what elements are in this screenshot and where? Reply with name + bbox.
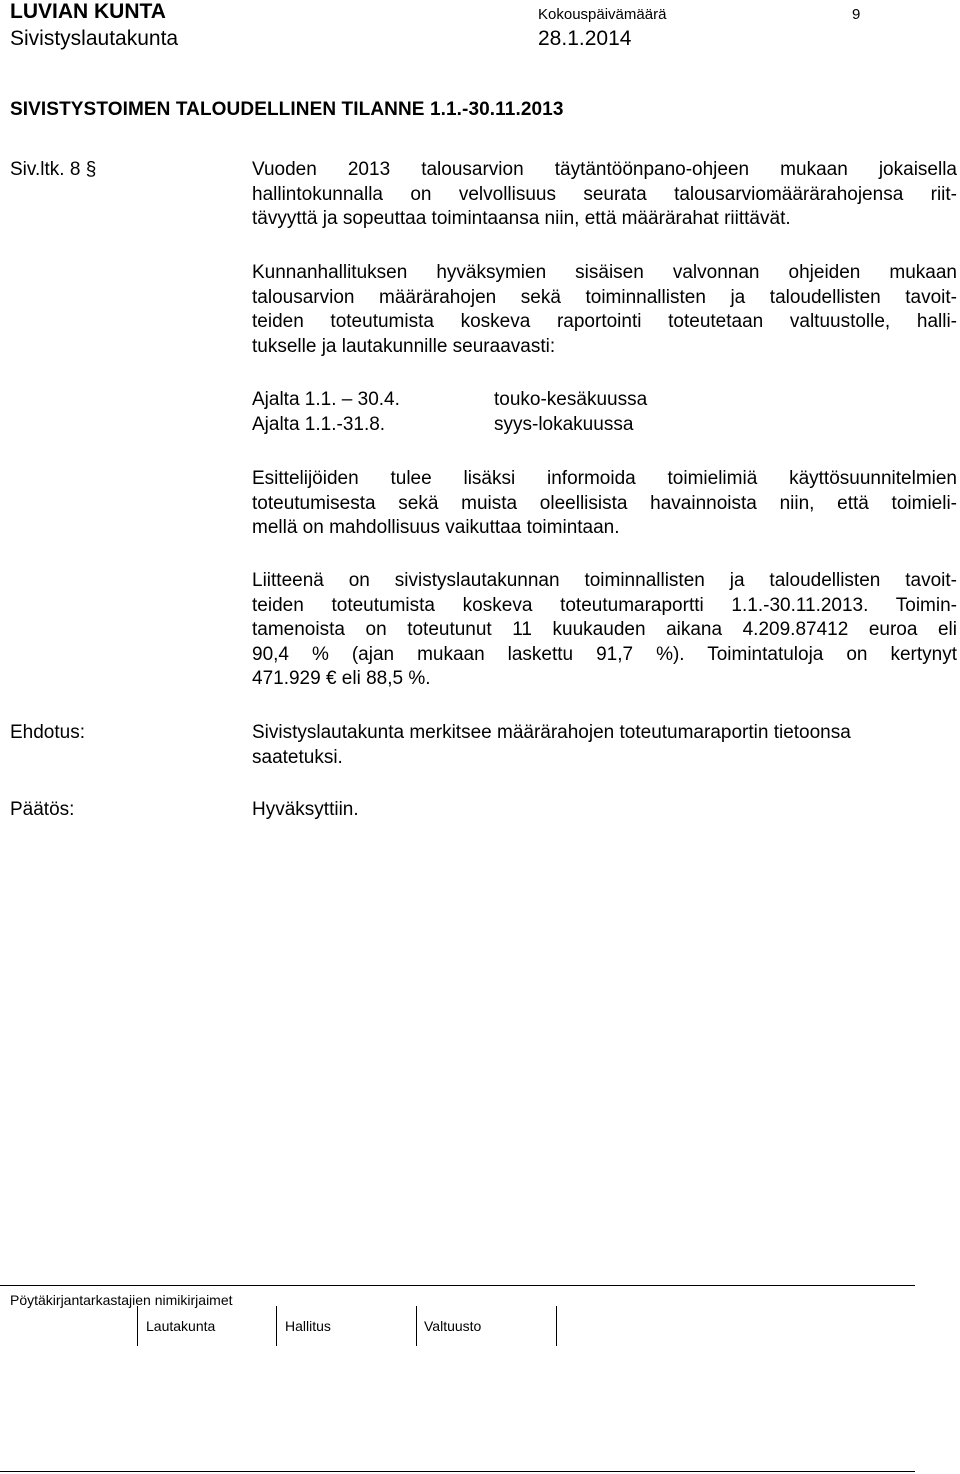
paragraph-line: toteutumisesta sekä muista oleellisista havainnoista niin, että toimieli- (252, 492, 957, 514)
schedule-period-2: Ajalta 1.1.-31.8. (252, 414, 386, 435)
proposal-label: Ehdotus: (10, 722, 85, 743)
paragraph-1 (252, 158, 957, 232)
document-title: SIVISTYSTOIMEN TALOUDELLINEN TILANNE 1.1.-30.11.2013 (10, 99, 564, 120)
footer-bottom-rule (0, 1471, 915, 1472)
page-number: 9 (852, 6, 861, 23)
decision-text: Hyväksyttiin. (252, 799, 359, 820)
paragraph-2 (252, 261, 957, 359)
section-prefix: Siv.ltk. (10, 159, 65, 180)
paragraph-line: tukselle ja lautakunnille seuraavasti: (252, 335, 556, 357)
paragraph-line: 471.929 € eli 88,5 %. (252, 668, 431, 689)
committee-name: Sivistyslautakunta (10, 27, 179, 50)
organization-name: LUVIAN KUNTA (10, 0, 166, 23)
footer-column-valtuusto: Valtuusto (424, 1318, 482, 1334)
footer-column-hallitus: Hallitus (285, 1318, 331, 1334)
section-reference (10, 159, 96, 181)
paragraph-line: teiden toteutumista koskeva raportointi toteutetaan valtuustolle, halli- (252, 311, 957, 332)
paragraph-line: mellä on mahdollisuus vaikuttaa toimintaan. (252, 517, 620, 538)
footer-column-lautakunta: Lautakunta (146, 1318, 216, 1334)
paragraph-4 (252, 569, 957, 692)
meeting-date-label: Kokouspäivämäärä (538, 6, 667, 23)
meeting-date: 28.1.2014 (538, 27, 632, 50)
proposal-line: saatetuksi. (252, 746, 343, 768)
paragraph-line: Liitteenä on sivistyslautakunnan toiminnallisten ja taloudellisten tavoit- (252, 570, 957, 591)
paragraph-line: Esittelijöiden tulee lisäksi informoida toimielimiä käyttösuunnitelmien (252, 468, 957, 489)
schedule-when-2: syys-lokakuussa (494, 414, 634, 435)
decision-label: Päätös: (10, 799, 75, 820)
schedule-when-1: touko-kesäkuussa (494, 389, 648, 410)
paragraph-line: hallintokunnalla on velvollisuus seurata talousarviomäärärahojensa riit- (252, 183, 957, 205)
paragraph-line: teiden toteutumista koskeva toteutumaraportti 1.1.-30.11.2013. Toimin- (252, 594, 957, 616)
footer-divider (137, 1306, 138, 1346)
proposal-text (252, 721, 957, 770)
paragraph-line: 90,4 % (ajan mukaan laskettu 91,7 %). Toimintatuloja on kertynyt (252, 643, 957, 665)
paragraph-line: tamenoista on toteutunut 11 kuukauden aikana 4.209.87412 euroa eli (252, 619, 957, 640)
paragraph-line: Vuoden 2013 talousarvion täytäntöönpano-ohjeen mukaan jokaisella (252, 159, 957, 180)
schedule-period-1: Ajalta 1.1. – 30.4. (252, 389, 400, 410)
paragraph-line: talousarvion määrärahojen sekä toiminnallisten ja taloudellisten tavoit- (252, 286, 957, 308)
section-symbol: § (85, 159, 97, 180)
paragraph-line: tävyyttä ja sopeuttaa toimintaansa niin, että määrärahat riittävät. (252, 208, 791, 229)
footer-divider (556, 1306, 557, 1346)
paragraph-line: Kunnanhallituksen hyväksymien sisäisen valvonnan ohjeiden mukaan (252, 262, 957, 283)
footer-top-rule (0, 1285, 915, 1286)
section-number: 8 (69, 159, 81, 180)
footer-divider (276, 1306, 277, 1346)
proposal-line: Sivistyslautakunta merkitsee määrärahojen toteutumaraportin tietoonsa (252, 722, 851, 743)
footer-divider (416, 1306, 417, 1346)
paragraph-3 (252, 467, 957, 541)
signatures-label: Pöytäkirjantarkastajien nimikirjaimet (10, 1292, 233, 1308)
